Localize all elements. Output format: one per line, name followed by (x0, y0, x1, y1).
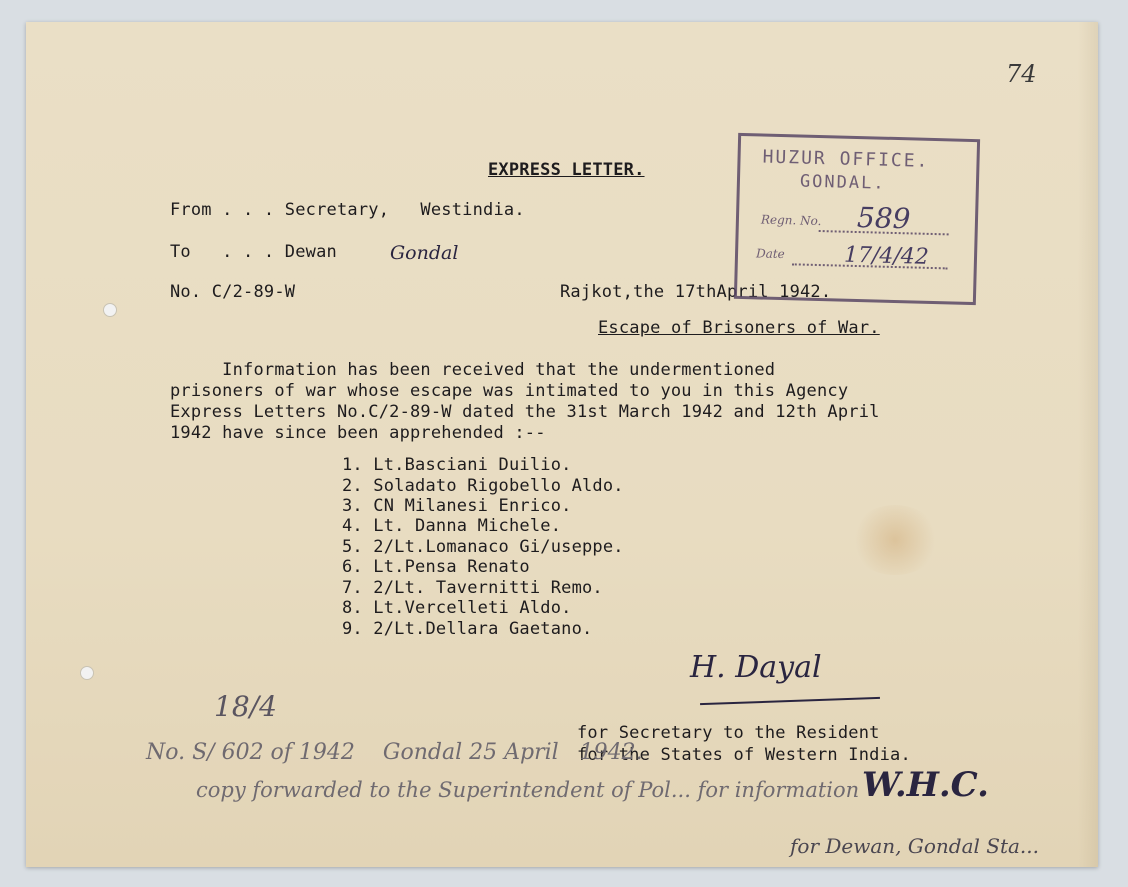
to-handwritten: Gondal (390, 242, 459, 264)
footer-note: for Dewan, Gondal Sta... (790, 834, 1039, 858)
prisoner-item: 6. Lt.Pensa Renato (342, 557, 530, 577)
letter-number: No. C/2-89-W (170, 282, 296, 302)
stamp-date-label: Date (755, 246, 785, 262)
prisoner-item: 7. 2/Lt. Tavernitti Remo. (342, 578, 603, 598)
stamp-date-value: 17/4/42 (843, 242, 930, 270)
prisoner-item: 9. 2/Lt.Dellara Gaetano. (342, 619, 593, 639)
prisoner-item: 5. 2/Lt.Lomanaco Gi/useppe. (342, 537, 624, 557)
closing-line: for the States of Western India. (577, 745, 911, 765)
prisoner-item: 3. CN Milanesi Enrico. (342, 496, 572, 516)
punch-hole-bottom (80, 666, 94, 680)
stamp-reg-label: Regn. No. (760, 212, 822, 229)
letter-subject: Escape of Brisoners of War. (598, 318, 880, 338)
place-date: Rajkot,the 17thApril 1942. (560, 282, 832, 302)
body-line: Express Letters No.C/2-89-W dated the 31st March 1942 and 12th April (170, 402, 880, 422)
stamp-place: GONDAL. (799, 171, 886, 194)
body-line: prisoners of war whose escape was intimated to you in this Agency (170, 381, 849, 401)
prisoner-item: 8. Lt.Vercelleti Aldo. (342, 598, 572, 618)
closing-line: for Secretary to the Resident (577, 723, 880, 743)
from-line: From . . . Secretary, Westindia. (170, 200, 525, 220)
page-number: 74 (1006, 60, 1037, 88)
initials-signature: W.H.C. (862, 765, 989, 805)
prisoner-item: 4. Lt. Danna Michele. (342, 516, 562, 536)
stamp-office-name: HUZUR OFFICE. (762, 146, 930, 172)
paper-stain (850, 505, 940, 575)
received-note: 18/4 (214, 690, 277, 723)
signature: H. Dayal (690, 650, 822, 685)
forwarding-line-2: copy forwarded to the Superintendent of Pol... for information (196, 778, 860, 802)
body-line: Information has been received that the undermentioned (170, 360, 776, 380)
office-stamp (734, 133, 980, 305)
prisoner-item: 1. Lt.Basciani Duilio. (342, 455, 572, 475)
to-line: To . . . Dewan (170, 242, 337, 262)
prisoner-item: 2. Soladato Rigobello Aldo. (342, 476, 624, 496)
forwarding-line-1: No. S/ 602 of 1942 Gondal 25 April 1942. (146, 740, 643, 765)
letter-title: EXPRESS LETTER. (488, 160, 645, 180)
punch-hole-top (103, 303, 117, 317)
stamp-reg-value: 589 (856, 201, 911, 236)
body-line: 1942 have since been apprehended :-- (170, 423, 546, 443)
